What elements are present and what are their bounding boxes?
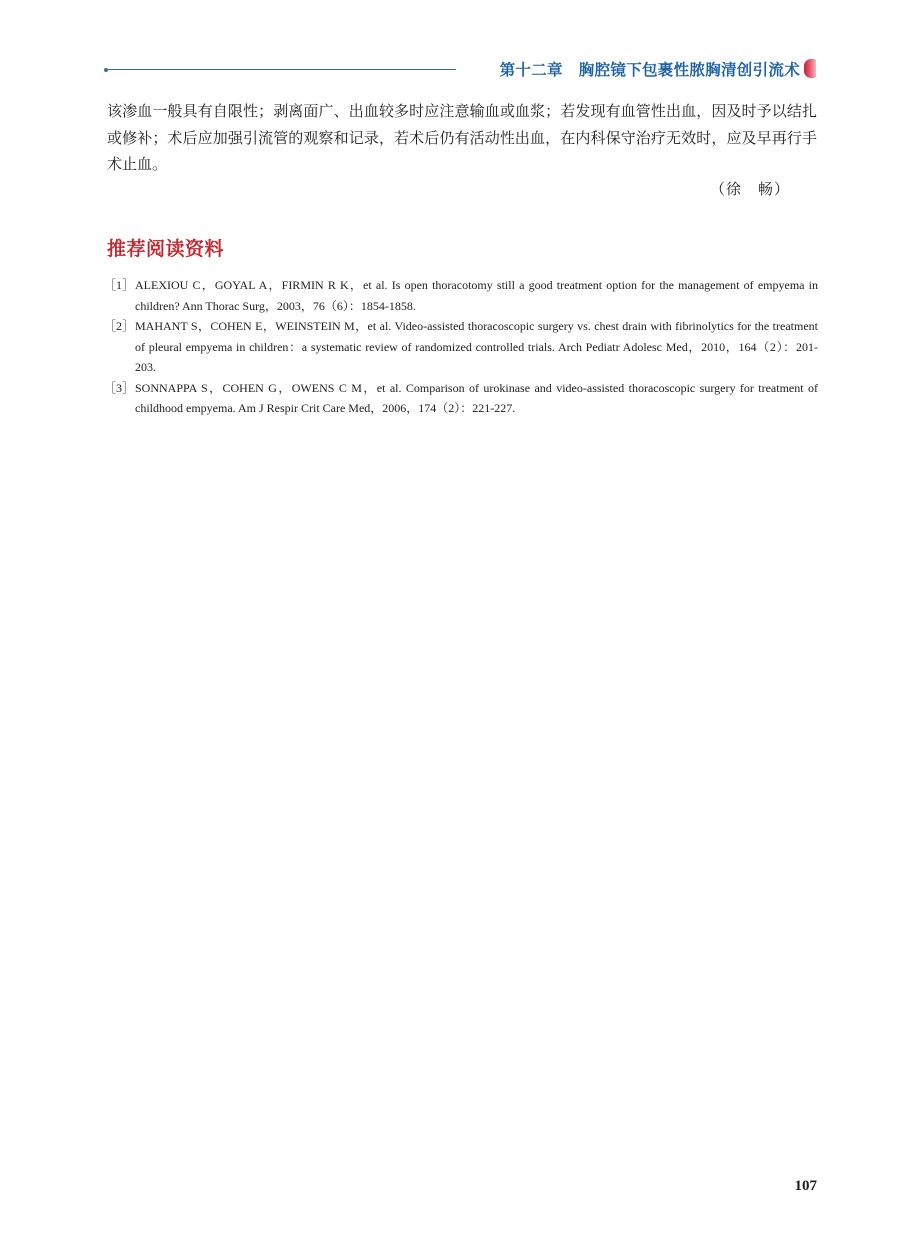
chapter-number: 第十二章 (499, 61, 563, 79)
reference-text: ALEXIOU C，GOYAL A，FIRMIN R K，et al. Is open thoracotomy still a good treatment option for the management of empyema in children? Ann Thorac Surg，2003，76（6）：1854-1858. (135, 278, 818, 313)
reference-number: ［2］ (104, 319, 135, 333)
chapter-tab-marker (804, 59, 816, 78)
reference-item-1 (104, 275, 818, 316)
author-signature: （徐 畅） (709, 180, 790, 198)
chapter-heading (500, 60, 800, 80)
chapter-title: 胸腔镜下包裹性脓胸清创引流术 (578, 61, 800, 79)
reference-item-2 (104, 316, 818, 378)
reference-item-3 (104, 378, 818, 419)
section-title: 推荐阅读资料 (107, 238, 225, 260)
reference-number: ［1］ (104, 278, 135, 292)
reference-number: ［3］ (104, 380, 135, 395)
page-number: 107 (794, 1178, 817, 1194)
header-rule (107, 69, 456, 70)
reference-text: MAHANT S，COHEN E，WEINSTEIN M，et al. Video-assisted thoracoscopic surgery vs. chest drain with fibrinolytics for the treatment of pleural empyema in children：a systematic review of randomized controlled trials. Arch Pediatr Adolesc Med，2010，164（2）：201-203. (135, 319, 818, 374)
body-paragraph: 该渗血一般具有自限性；剥离面广、出血较多时应注意输血或血浆；若发现有血管性出血，因及时予以结扎或修补；术后应加强引流管的观察和记录，若术后仍有活动性出血，在内科保守治疗无效时，应及早再行手术止血。 (107, 102, 817, 173)
reference-list (104, 275, 818, 419)
reference-text: SONNAPPA S，COHEN G，OWENS C M，et al. Comparison of urokinase and video-assisted thoracoscopic surgery for treatment of childhood empyema. Am J Respir Crit Care Med，2006，174（2）：221-227. (135, 380, 818, 415)
